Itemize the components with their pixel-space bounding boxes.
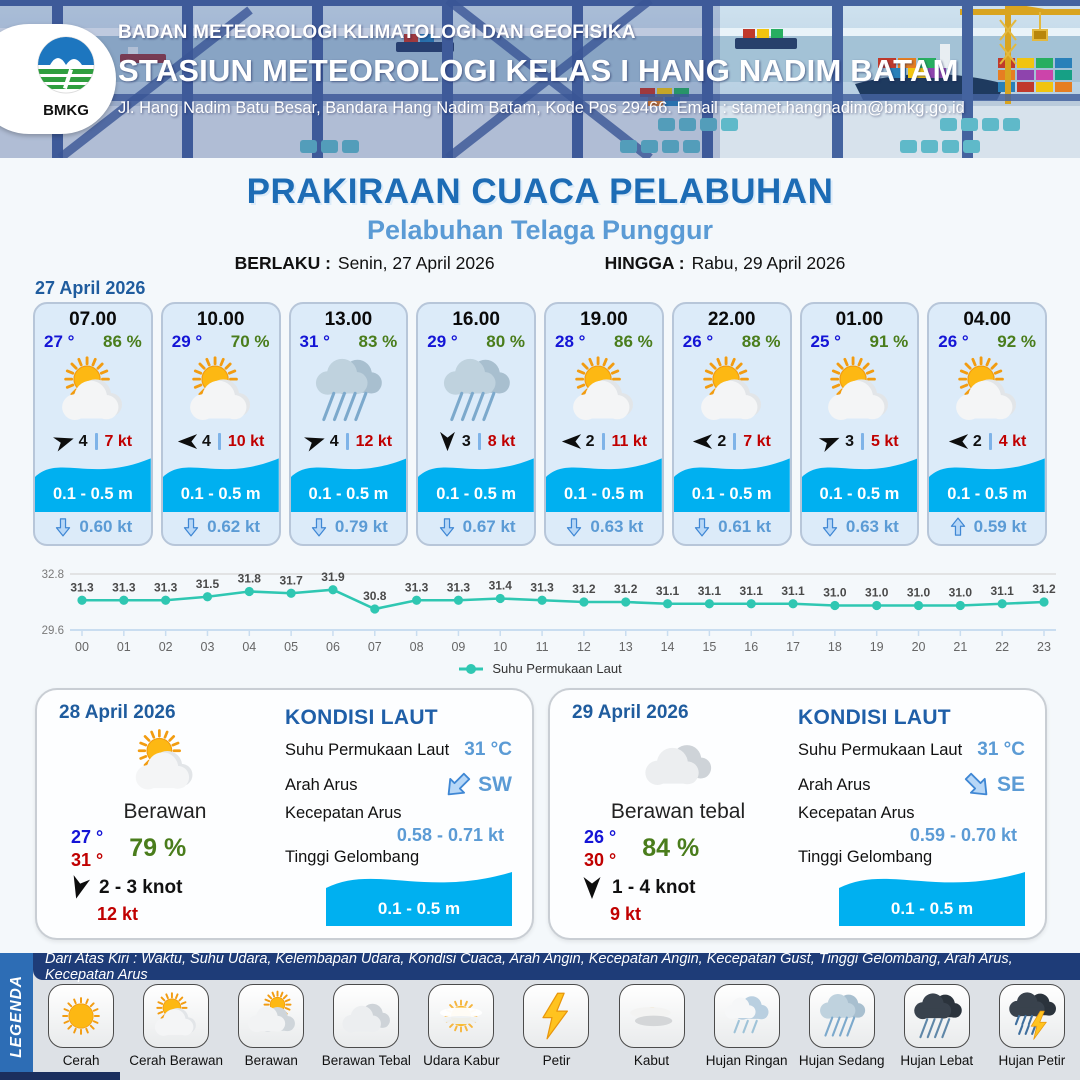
- card-current: [35, 513, 151, 541]
- svg-text:14: 14: [660, 640, 675, 654]
- card-current: [418, 513, 534, 541]
- sst-label: Suhu Permukaan Laut: [285, 740, 450, 759]
- svg-text:08: 08: [409, 640, 424, 654]
- legend-item-label: Hujan Sedang: [798, 1053, 885, 1068]
- legend-icon-udara-kabur: [428, 984, 494, 1048]
- svg-text:02: 02: [158, 640, 173, 654]
- wind-speed: 7 kt: [743, 432, 771, 450]
- svg-text:31.1: 31.1: [990, 583, 1014, 598]
- legend-item: [890, 984, 984, 1080]
- day-wind-range: 1 - 4 knot: [612, 877, 696, 898]
- wave-height-label: Tinggi Gelombang: [285, 848, 420, 866]
- day-temp-min: 27 °: [71, 827, 104, 847]
- legend-item-label: Udara Kabur: [423, 1053, 500, 1068]
- hourly-card: [161, 302, 281, 546]
- sst-line-chart: [0, 554, 1080, 658]
- current-direction-label: Arah Arus: [798, 775, 871, 794]
- card-time: 16.00: [452, 309, 500, 330]
- svg-text:31.3: 31.3: [112, 580, 136, 595]
- legend-icon-kabut: [619, 984, 685, 1048]
- hourly-card: [33, 302, 153, 546]
- current-direction-icon: [564, 517, 584, 537]
- card-time: 10.00: [196, 309, 245, 330]
- wave-height-value: 0.1 - 0.5 m: [890, 899, 974, 918]
- card-wave-height: [674, 446, 790, 512]
- wave-height-value: 0.1 - 0.5 m: [691, 485, 772, 503]
- current-speed-label: Kecepatan Arus: [798, 804, 915, 822]
- wind-speed: 4 kt: [998, 432, 1027, 450]
- svg-text:07: 07: [367, 640, 382, 654]
- legend-sidebar-label: LEGENDA: [7, 975, 25, 1058]
- svg-text:01: 01: [116, 640, 131, 654]
- card-humidity: 86 %: [103, 332, 142, 351]
- bmkg-logo-icon: [30, 31, 102, 127]
- legend-sidebar: [0, 953, 33, 1080]
- legend-items: [33, 980, 1080, 1080]
- hourly-card: [416, 302, 536, 546]
- svg-text:16: 16: [744, 640, 759, 654]
- sea-conditions-title: KONDISI LAUT: [285, 706, 438, 729]
- day-wind-range: 2 - 3 knot: [99, 877, 183, 898]
- sst-chart-legend: [0, 661, 1080, 676]
- card-temperature: 31 °: [299, 332, 330, 351]
- sst-label: Suhu Permukaan Laut: [798, 740, 963, 759]
- svg-text:19: 19: [869, 640, 884, 654]
- weather-icon-cerah-berawan: [563, 353, 645, 429]
- card-temperature: 26 °: [682, 332, 714, 351]
- weather-icon-hujan-sedang: [435, 353, 517, 429]
- legend-item-label: Cerah: [62, 1053, 100, 1068]
- svg-text:31.1: 31.1: [697, 583, 722, 598]
- svg-text:09: 09: [451, 640, 466, 654]
- card-time: 04.00: [963, 309, 1011, 330]
- legend-icon-hujan-ringan: [714, 984, 780, 1048]
- current-speed: 0.63 kt: [845, 517, 899, 536]
- current-speed: 0.67 kt: [462, 517, 516, 536]
- svg-text:32.8: 32.8: [41, 569, 64, 581]
- svg-text:31.3: 31.3: [153, 580, 178, 595]
- legend-item-label: Berawan Tebal: [321, 1053, 411, 1068]
- wind-force: 4: [201, 432, 211, 450]
- svg-text:31.5: 31.5: [195, 576, 220, 591]
- card-wave-height: [546, 446, 662, 512]
- current-speed: 0.62 kt: [207, 517, 261, 536]
- wind-speed: 10 kt: [227, 432, 265, 450]
- legend-marker-icon: [458, 663, 484, 675]
- legend-item: [795, 984, 889, 1080]
- day-condition: Berawan: [123, 800, 207, 823]
- card-time: 13.00: [324, 309, 373, 330]
- legend-item-label: Kabut: [633, 1053, 670, 1068]
- current-direction-icon: [692, 517, 712, 537]
- svg-text:20: 20: [911, 640, 926, 654]
- wind-speed: 11 kt: [611, 432, 648, 450]
- card-current: [163, 513, 279, 541]
- sst-value: 31 °C: [977, 739, 1025, 760]
- legend-icon-berawan-tebal: [333, 984, 399, 1048]
- page-title: PRAKIRAAN CUACA PELABUHAN: [246, 172, 834, 211]
- wind-speed: 5 kt: [871, 432, 899, 450]
- wind-force: 2: [972, 432, 982, 450]
- day-temp-max: 30 °: [584, 849, 617, 870]
- day-temp-min: 26 °: [584, 827, 617, 847]
- card-humidity: 92 %: [997, 332, 1036, 351]
- svg-text:31.1: 31.1: [739, 583, 763, 598]
- card-current: [546, 513, 662, 541]
- legend-item-label: Hujan Petir: [998, 1053, 1066, 1068]
- day-temp-max: 31 °: [71, 849, 104, 870]
- day-gust: 9 kt: [610, 904, 642, 924]
- hourly-card: [544, 302, 664, 546]
- current-speed: 0.60 kt: [79, 517, 133, 536]
- berlaku-value: Senin, 27 April 2026: [337, 253, 495, 273]
- wave-height-value: 0.1 - 0.5 m: [563, 485, 644, 503]
- legend-item: [34, 984, 128, 1080]
- wind-force: 4: [329, 432, 339, 450]
- current-speed: 0.59 kt: [973, 517, 1027, 536]
- day-humidity: 84 %: [642, 834, 700, 862]
- svg-text:11: 11: [535, 640, 549, 654]
- card-wave-height: [35, 446, 151, 512]
- legend-icon-petir: [523, 984, 589, 1048]
- org-name: BADAN METEOROLOGI KLIMATOLOGI DAN GEOFISIKA: [118, 22, 636, 43]
- sea-conditions-title: KONDISI LAUT: [798, 706, 951, 729]
- svg-text:03: 03: [200, 640, 215, 654]
- svg-text:31.4: 31.4: [488, 578, 512, 593]
- weather-icon-cerah-berawan: [180, 353, 262, 429]
- svg-text:31.3: 31.3: [70, 580, 94, 595]
- card-temperature: 29 °: [171, 332, 203, 351]
- wind-direction-icon: [64, 873, 93, 902]
- forecast-date: 27 April 2026: [35, 278, 146, 298]
- legend-icon-cerah: [48, 984, 114, 1048]
- station-address: Jl. Hang Nadim Batu Besar, Bandara Hang Nadim Batam, Kode Pos 29466. Email : stamet.hangnadim@bmkg.go.id: [118, 99, 965, 117]
- wind-direction-icon: [580, 876, 604, 900]
- wave-height-value: 0.1 - 0.5 m: [947, 485, 1028, 503]
- legend-item: [700, 984, 794, 1080]
- wave-height-value: 0.1 - 0.5 m: [308, 485, 389, 503]
- current-direction-icon: [820, 517, 840, 537]
- card-current: [802, 513, 918, 541]
- current-direction-icon: [181, 517, 201, 537]
- svg-text:31.2: 31.2: [572, 582, 596, 596]
- wave-height-value: 0.1 - 0.5 m: [52, 485, 133, 503]
- svg-text:31.7: 31.7: [279, 573, 303, 588]
- weather-icon-cerah-berawan: [818, 353, 900, 429]
- hingga-value: Rabu, 29 April 2026: [691, 253, 846, 273]
- card-wave-height: [929, 446, 1045, 512]
- svg-text:31.3: 31.3: [530, 580, 554, 595]
- current-direction-value: SW: [478, 773, 512, 796]
- sst-chart: [0, 554, 1080, 676]
- legend-item: [319, 984, 413, 1080]
- card-time: 01.00: [835, 309, 884, 330]
- wave-height-value: 0.1 - 0.5 m: [436, 485, 517, 503]
- svg-text:31.0: 31.0: [906, 585, 931, 600]
- card-humidity: 80 %: [486, 332, 525, 351]
- card-temperature: 27 °: [44, 332, 75, 351]
- current-direction-icon: [309, 517, 329, 537]
- card-time: 19.00: [580, 309, 628, 330]
- svg-text:30.8: 30.8: [363, 589, 387, 603]
- wind-force: 2: [585, 432, 595, 450]
- weather-icon-cerah-berawan: [122, 726, 208, 798]
- svg-text:22: 22: [995, 640, 1010, 654]
- card-humidity: 91 %: [869, 332, 909, 351]
- wave-height-value: 0.1 - 0.5 m: [377, 899, 461, 918]
- current-direction-icon: [948, 517, 968, 537]
- svg-text:17: 17: [786, 640, 800, 654]
- svg-text:31.0: 31.0: [865, 585, 889, 600]
- card-temperature: 25 °: [810, 332, 841, 351]
- svg-text:31.3: 31.3: [446, 580, 471, 595]
- hingga-label: HINGGA :: [604, 253, 685, 273]
- sst-chart-plot: [0, 554, 1080, 663]
- svg-text:31.1: 31.1: [655, 583, 680, 598]
- legend-icon-cerah-berawan: [143, 984, 209, 1048]
- card-humidity: 83 %: [358, 332, 398, 351]
- hingga: [605, 253, 846, 274]
- weather-icon-cerah-berawan: [52, 353, 134, 429]
- current-direction-icon: [437, 517, 457, 537]
- current-speed-value: 0.59 - 0.70 kt: [909, 825, 1017, 845]
- svg-text:13: 13: [618, 640, 633, 654]
- page-subtitle: Pelabuhan Telaga Punggur: [366, 215, 714, 245]
- day-gust: 12 kt: [97, 904, 139, 924]
- svg-text:31.0: 31.0: [823, 585, 847, 600]
- hourly-card: [289, 302, 409, 546]
- day-wind: [67, 876, 182, 900]
- legend-item-label: Hujan Lebat: [900, 1053, 974, 1068]
- card-temperature: 26 °: [938, 332, 969, 351]
- sst-value: 31 °C: [464, 739, 512, 760]
- svg-text:29.6: 29.6: [41, 625, 64, 637]
- legend-item-label: Cerah Berawan: [129, 1053, 224, 1068]
- hourly-card: [800, 302, 920, 546]
- svg-text:12: 12: [576, 640, 591, 654]
- wave-height-box: [839, 864, 1025, 926]
- card-current: [674, 513, 790, 541]
- day-card: [548, 688, 1047, 940]
- current-direction-label: Arah Arus: [285, 775, 358, 794]
- day-card: [35, 688, 534, 940]
- svg-text:00: 00: [75, 640, 89, 654]
- legend-item-label: Hujan Ringan: [705, 1053, 788, 1068]
- wind-force: 3: [845, 432, 855, 450]
- svg-text:31.3: 31.3: [404, 580, 429, 595]
- validity-row: [0, 253, 1080, 274]
- card-time: 22.00: [707, 309, 756, 330]
- legend-item: [985, 984, 1079, 1080]
- legend-section: [0, 950, 1080, 1080]
- current-speed: 0.79 kt: [334, 517, 388, 536]
- wind-speed: 12 kt: [355, 432, 393, 450]
- card-wave-height: [418, 446, 534, 512]
- wind-speed: 7 kt: [104, 432, 133, 450]
- legend-item: [605, 984, 699, 1080]
- day-condition: Berawan tebal: [610, 800, 746, 823]
- bmkg-logo-text: BMKG: [43, 102, 89, 119]
- legend-label: Suhu Permukaan Laut: [492, 661, 622, 676]
- weather-icon-berawan-tebal: [635, 726, 721, 798]
- card-current: [291, 513, 407, 541]
- legend-icon-berawan: [238, 984, 304, 1048]
- current-speed-label: Kecepatan Arus: [285, 804, 402, 822]
- day-humidity: 79 %: [129, 834, 187, 862]
- legend-item: [509, 984, 603, 1080]
- wind-force: 3: [461, 432, 471, 450]
- card-humidity: 86 %: [614, 332, 653, 351]
- legend-icon-hujan-petir: [999, 984, 1065, 1048]
- svg-text:21: 21: [953, 640, 968, 654]
- svg-text:15: 15: [702, 640, 717, 654]
- wind-force: 4: [78, 432, 88, 450]
- wave-height-box: [326, 864, 512, 926]
- card-humidity: 70 %: [230, 332, 270, 351]
- current-direction-icon: [956, 764, 998, 806]
- wave-height-value: 0.1 - 0.5 m: [819, 485, 900, 503]
- svg-text:31.2: 31.2: [614, 582, 638, 596]
- header-banner: [0, 0, 1080, 158]
- legend-item: [414, 984, 508, 1080]
- hourly-card: [927, 302, 1047, 546]
- svg-text:18: 18: [827, 640, 842, 654]
- day-date: 29 April 2026: [572, 702, 689, 723]
- current-direction-icon: [437, 764, 479, 806]
- svg-text:31.1: 31.1: [781, 583, 805, 598]
- wave-height-label: Tinggi Gelombang: [798, 848, 933, 866]
- svg-text:31.0: 31.0: [948, 585, 973, 600]
- hourly-forecast-row: [33, 302, 1047, 546]
- day-date: 28 April 2026: [59, 702, 176, 723]
- svg-text:05: 05: [284, 640, 299, 654]
- card-temperature: 28 °: [555, 332, 586, 351]
- svg-text:10: 10: [493, 640, 508, 654]
- legend-icon-hujan-sedang: [809, 984, 875, 1048]
- card-time: 07.00: [69, 309, 117, 330]
- legend-item: [224, 984, 318, 1080]
- wave-height-value: 0.1 - 0.5 m: [180, 485, 261, 503]
- card-wave-height: [163, 446, 279, 512]
- current-direction-icon: [53, 517, 73, 537]
- bmkg-logo: [0, 24, 116, 134]
- svg-text:04: 04: [242, 640, 257, 654]
- hourly-card: [672, 302, 792, 546]
- wind-speed: 8 kt: [487, 432, 516, 450]
- legend-item-label: Petir: [542, 1053, 571, 1068]
- wind-force: 2: [717, 432, 727, 450]
- legend-footer-strip: [0, 1072, 120, 1080]
- legend-icon-hujan-lebat: [904, 984, 970, 1048]
- daily-forecast-row: [35, 688, 1047, 940]
- card-wave-height: [291, 446, 407, 512]
- card-temperature: 29 °: [427, 332, 458, 351]
- card-current: [929, 513, 1045, 541]
- weather-icon-hujan-sedang: [307, 353, 389, 429]
- day-wind: [580, 876, 695, 900]
- card-wave-height: [802, 446, 918, 512]
- weather-icon-cerah-berawan: [691, 353, 773, 429]
- berlaku: [235, 253, 495, 274]
- current-speed: 0.63 kt: [590, 517, 644, 536]
- svg-text:31.2: 31.2: [1032, 582, 1056, 596]
- card-humidity: 88 %: [741, 332, 781, 351]
- svg-text:31.8: 31.8: [237, 571, 261, 586]
- svg-text:06: 06: [326, 640, 340, 654]
- legend-item-label: Berawan: [244, 1053, 298, 1068]
- current-speed: 0.61 kt: [718, 517, 772, 536]
- svg-text:31.9: 31.9: [321, 569, 345, 584]
- legend-item: [129, 984, 223, 1080]
- current-speed-value: 0.58 - 0.71 kt: [396, 825, 504, 845]
- berlaku-label: BERLAKU :: [234, 253, 331, 273]
- weather-icon-cerah-berawan: [946, 353, 1028, 429]
- station-name: STASIUN METEOROLOGI KELAS I HANG NADIM BATAM: [118, 53, 959, 88]
- current-direction-value: SE: [996, 773, 1025, 796]
- svg-text:23: 23: [1037, 640, 1051, 654]
- legend-note: Dari Atas Kiri : Waktu, Suhu Udara, Kelembapan Udara, Kondisi Cuaca, Arah Angin, Kecepatan Angin, Kecepatan Gust, Tinggi Gelombang, Arah Arus, Kecepatan Arus: [33, 953, 1080, 980]
